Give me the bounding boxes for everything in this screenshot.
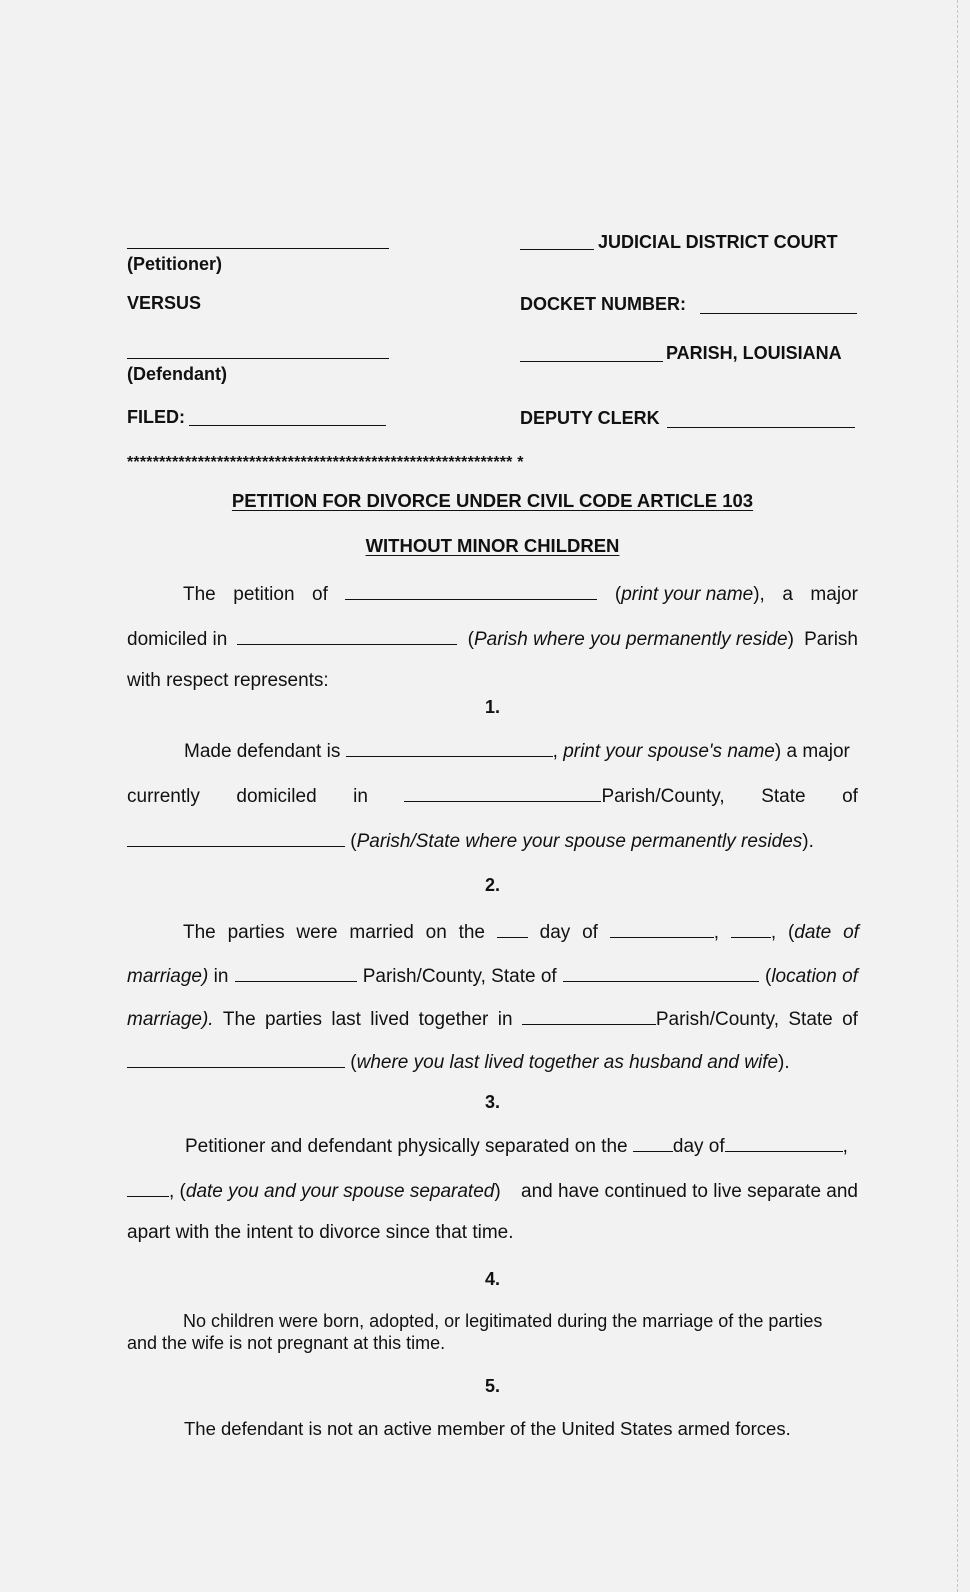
section-1-line-3: (Parish/State where your spouse permanently resides).: [127, 827, 871, 853]
section-number: 2.: [484, 875, 500, 895]
section-number: 5.: [484, 1376, 500, 1396]
spouse-name-blank: [346, 737, 553, 757]
deputy-clerk-label: DEPUTY CLERK: [520, 408, 660, 428]
section-2-line-3: marriage). The parties last lived together in Parish/County, State of: [127, 1005, 858, 1031]
marriage-year-blank: [731, 918, 771, 938]
parish-label: PARISH, LOUISIANA: [666, 343, 842, 363]
petitioner-parish-blank: [237, 625, 457, 645]
marriage-day-blank: [497, 918, 528, 938]
docket-label: DOCKET NUMBER:: [520, 294, 686, 314]
docket-number-blank: [700, 313, 857, 314]
defendant-label: (Defendant): [127, 364, 227, 384]
section-3-line-1: Petitioner and defendant physically separated on the day of ,: [185, 1132, 860, 1158]
print-name-hint: (print your name),: [614, 584, 765, 605]
section-number: 4.: [484, 1269, 500, 1289]
section-5-line-1: The defendant is not an active member of the United States armed forces.: [184, 1418, 791, 1439]
intro-word: major: [810, 584, 858, 605]
deputy-clerk-blank: [667, 427, 855, 428]
section-number: 3.: [484, 1092, 500, 1112]
parish-hint: (Parish where you permanently reside): [467, 629, 794, 650]
intro-line-1: [183, 580, 858, 606]
marriage-state-blank: [563, 962, 759, 982]
intro-word: Parish: [804, 629, 858, 650]
separation-day-blank: [633, 1132, 673, 1152]
section-3-line-3: apart with the intent to divorce since that time.: [127, 1222, 514, 1243]
intro-word: The: [183, 584, 216, 605]
intro-word: petition: [233, 584, 295, 605]
domiciled-in-label: domiciled in: [127, 629, 228, 650]
section-1-line-2: currently domiciled in Parish/County, State of: [127, 782, 858, 808]
section-2-line-4: (where you last lived together as husband and wife).: [127, 1048, 871, 1074]
separation-month-blank: [725, 1132, 843, 1152]
petitioner-blank: [127, 248, 389, 249]
parish-blank: [520, 361, 663, 362]
scan-edge: [957, 0, 970, 1592]
spouse-parish-blank: [404, 782, 601, 802]
court-number-blank: [520, 249, 594, 250]
section-2-line-2: marriage) in Parish/County, State of (location of: [127, 962, 858, 988]
petition-subtitle: WITHOUT MINOR CHILDREN: [365, 535, 620, 556]
section-4-line-2: and the wife is not pregnant at this time.: [127, 1333, 446, 1353]
separator-line: ************************************************************ *: [127, 454, 524, 471]
spouse-state-blank: [127, 827, 345, 847]
spouse-name-hint: print your spouse's name): [563, 741, 782, 762]
defendant-blank: [127, 358, 389, 359]
intro-line-2: [127, 625, 858, 651]
section-1-line-1: Made defendant is , print your spouse's name) a major: [184, 737, 859, 763]
intro-word: a: [782, 584, 793, 605]
versus-label: VERSUS: [127, 293, 202, 313]
intro-word: of: [312, 584, 328, 605]
marriage-parish-blank: [235, 962, 357, 982]
petition-title: PETITION FOR DIVORCE UNDER CIVIL CODE ARTICLE 103: [231, 490, 754, 511]
intro-line-3: with respect represents:: [127, 670, 329, 691]
filed-blank: [189, 425, 386, 426]
section-2-line-1: The parties were married on the day of , , (date of: [183, 918, 859, 944]
section-number: 1.: [484, 697, 500, 717]
marriage-month-blank: [610, 918, 714, 938]
petitioner-label: (Petitioner): [127, 254, 223, 274]
petitioner-name-blank: [345, 580, 597, 600]
last-lived-state-blank: [127, 1048, 345, 1068]
filed-label: FILED:: [127, 407, 185, 427]
section-3-line-2: , (date you and your spouse separated) and have continued to live separate and: [127, 1177, 858, 1203]
section-4-line-1: No children were born, adopted, or legitimated during the marriage of the parties: [183, 1311, 823, 1331]
court-label: JUDICIAL DISTRICT COURT: [598, 232, 838, 252]
last-lived-parish-blank: [522, 1005, 656, 1025]
separation-year-blank: [127, 1177, 169, 1197]
